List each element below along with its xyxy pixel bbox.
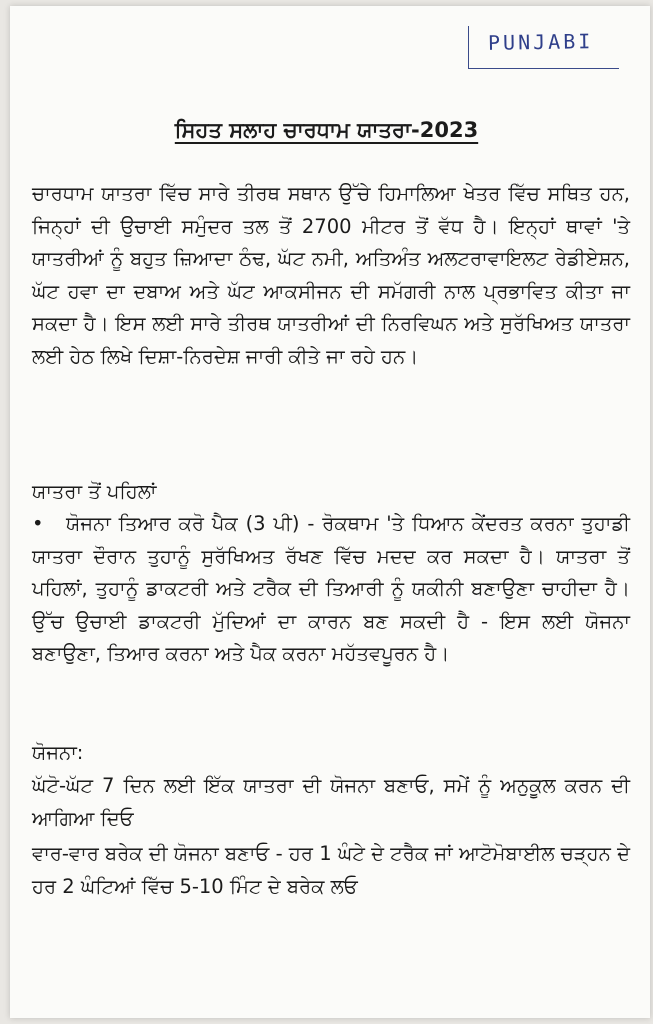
plan-label: ਯੋਜਨਾ:: [32, 741, 84, 764]
plan-item-1: ਘੱਟੋ-ਘੱਟ 7 ਦਿਨ ਲਈ ਇੱਕ ਯਾਤਰਾ ਦੀ ਯੋਜਨਾ ਬਣਾਓ, ਸਮੇਂ ਨੂੰ ਅਨੁਕੂਲ ਕਰਨ ਦੀ ਆਗਿਆ ਦਿਓ: [32, 774, 630, 830]
document-title: ਸਿਹਤ ਸਲਾਹ ਚਾਰਧਾਮ ਯਾਤਰਾ-2023: [174, 118, 479, 142]
section-heading: ਯਾਤਰਾ ਤੋਂ ਪਹਿਲਾਂ: [32, 480, 157, 503]
bullet-text: ਯੋਜਨਾ ਤਿਆਰ ਕਰੋ ਪੈਕ (3 ਪੀ) - ਰੋਕਥਾਮ 'ਤੇ ਧਿਆਨ ਕੇਂਦਰਤ ਕਰਨਾ ਤੁਹਾਡੀ ਯਾਤਰਾ ਦੌਰਾਨ ਤੁਹਾਨੂੰ ਸੁਰੱਖਿਅਤ ਰੱਖਣ ਵਿੱਚ ਮਦਦ ਕਰ ਸਕਦਾ ਹੈ। ਯਾਤਰਾ ਤੋਂ ਪਹਿਲਾਂ, ਤੁਹਾਨੂੰ ਡਾਕਟਰੀ ਅਤੇ ਟਰੈਕ ਦੀ ਤਿਆਰੀ ਨੂੰ ਯਕੀਨੀ ਬਣਾਉਣਾ ਚਾਹੀਦਾ ਹੈ। ਉੱਚ ਉਚਾਈ ਡਾਕਟਰੀ ਮੁੱਦਿਆਂ ਦਾ ਕਾਰਨ ਬਣ ਸਕਦੀ ਹੈ - ਇਸ ਲਈ ਯੋਜਨਾ ਬਣਾਉਣਾ, ਤਿਆਰ ਕਰਨਾ ਅਤੇ ਪੈਕ ਕਰਨਾ ਮਹੱਤਵਪੂਰਨ ਹੈ।: [32, 512, 630, 665]
plan-item-2: ਵਾਰ-ਵਾਰ ਬਰੇਕ ਦੀ ਯੋਜਨਾ ਬਣਾਓ - ਹਰ 1 ਘੰਟੇ ਦੇ ਟਰੈਕ ਜਾਂ ਆਟੋਮੋਬਾਈਲ ਚੜ੍ਹਨ ਦੇ ਹਰ 2 ਘੰਟਿਆਂ ਵਿੱਚ 5-10 ਮਿੰਟ ਦੇ ਬਰੇਕ ਲਓ: [32, 842, 630, 898]
bullet-icon: •: [32, 512, 44, 535]
bullet-paragraph: [32, 508, 630, 671]
intro-paragraph: ਚਾਰਧਾਮ ਯਾਤਰਾ ਵਿੱਚ ਸਾਰੇ ਤੀਰਥ ਸਥਾਨ ਉੱਚੇ ਹਿਮਾਲਿਆ ਖੇਤਰ ਵਿੱਚ ਸਥਿਤ ਹਨ, ਜਿਨ੍ਹਾਂ ਦੀ ਉਚਾਈ ਸਮੁੰਦਰ ਤਲ ਤੋਂ 2700 ਮੀਟਰ ਤੋਂ ਵੱਧ ਹੈ। ਇਨ੍ਹਾਂ ਥਾਵਾਂ 'ਤੇ ਯਾਤਰੀਆਂ ਨੂੰ ਬਹੁਤ ਜ਼ਿਆਦਾ ਠੰਢ, ਘੱਟ ਨਮੀ, ਅਤਿਅੰਤ ਅਲਟਰਾਵਾਇਲਟ ਰੇਡੀਏਸ਼ਨ, ਘੱਟ ਹਵਾ ਦਾ ਦਬਾਅ ਅਤੇ ਘੱਟ ਆਕਸੀਜਨ ਦੀ ਸਮੱਗਰੀ ਨਾਲ ਪ੍ਰਭਾਵਿਤ ਕੀਤਾ ਜਾ ਸਕਦਾ ਹੈ। ਇਸ ਲਈ ਸਾਰੇ ਤੀਰਥ ਯਾਤਰੀਆਂ ਦੀ ਨਿਰਵਿਘਨ ਅਤੇ ਸੁਰੱਖਿਅਤ ਯਾਤਰਾ ਲਈ ਹੇਠ ਲਿਖੇ ਦਿਸ਼ਾ-ਨਿਰਦੇਸ਼ ਜਾਰੀ ਕੀਤੇ ਜਾ ਰਹੇ ਹਨ।: [32, 182, 630, 368]
language-stamp: PUNJABI: [487, 29, 594, 55]
